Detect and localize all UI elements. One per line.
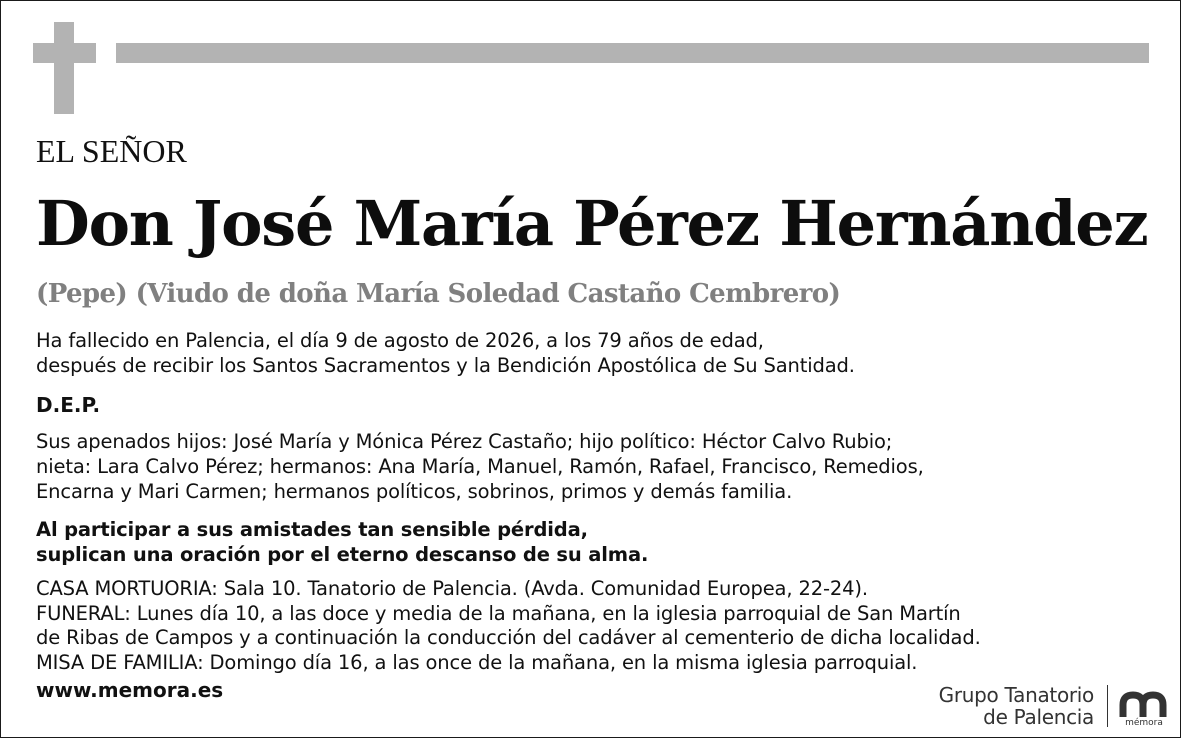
announcement-line: después de recibir los Santos Sacramentos y la Bendición Apostólica de Su Santidad. bbox=[36, 354, 855, 377]
details-line-mass: MISA DE FAMILIA: Domingo día 16, a las once de la mañana, en la misma iglesia parroquial. bbox=[36, 650, 918, 674]
website-link[interactable]: www.memora.es bbox=[36, 678, 224, 702]
brand-line: de Palencia bbox=[983, 705, 1094, 729]
request-line: Al participar a sus amistades tan sensible pérdida, bbox=[36, 518, 588, 541]
family-paragraph bbox=[36, 429, 924, 504]
details-line-mortuary: CASA MORTUORIA: Sala 10. Tanatorio de Palencia. (Avda. Comunidad Europea, 22-24). bbox=[36, 577, 868, 600]
cross-icon bbox=[54, 22, 74, 114]
details-paragraph bbox=[36, 577, 981, 675]
details-line-funeral: FUNERAL: Lunes día 10, a las doce y media de la mañana, en la iglesia parroquial de San Martín bbox=[36, 601, 961, 625]
announcement-line: Ha fallecido en Palencia, el día 9 de agosto de 2026, a los 79 años de edad, bbox=[36, 329, 764, 352]
request-line: suplican una oración por el eterno descanso de su alma. bbox=[36, 543, 649, 566]
family-line: Encarna y Mari Carmen; hermanos políticos, sobrinos, primos y demás familia. bbox=[36, 480, 793, 503]
header-rule bbox=[116, 43, 1149, 63]
cross-icon-arm bbox=[33, 43, 96, 63]
deceased-subtitle: (Pepe) (Viudo de doña María Soledad Castaño Cembrero) bbox=[36, 279, 841, 309]
request-paragraph bbox=[36, 517, 648, 567]
family-line: Sus apenados hijos: José María y Mónica Pérez Castaño; hijo político: Héctor Calvo Rubio; bbox=[36, 430, 893, 453]
brand-line: Grupo Tanatorio bbox=[938, 683, 1094, 707]
dep-label: D.E.P. bbox=[36, 393, 101, 417]
deceased-name: Don José María Pérez Hernández bbox=[36, 187, 1148, 260]
honorific-label: EL SEÑOR bbox=[36, 133, 187, 169]
announcement-paragraph bbox=[36, 328, 855, 378]
logo-wordmark: mémora bbox=[1125, 718, 1163, 728]
details-line-funeral-cont: de Ribas de Campos y a continuación la conducción del cadáver al cementerio de dicha localidad. bbox=[36, 626, 981, 649]
brand-divider bbox=[1107, 685, 1108, 727]
brand-name bbox=[939, 684, 1094, 728]
family-line: nieta: Lara Calvo Pérez; hermanos: Ana María, Manuel, Ramón, Rafael, Francisco, Remedios, bbox=[36, 455, 924, 478]
